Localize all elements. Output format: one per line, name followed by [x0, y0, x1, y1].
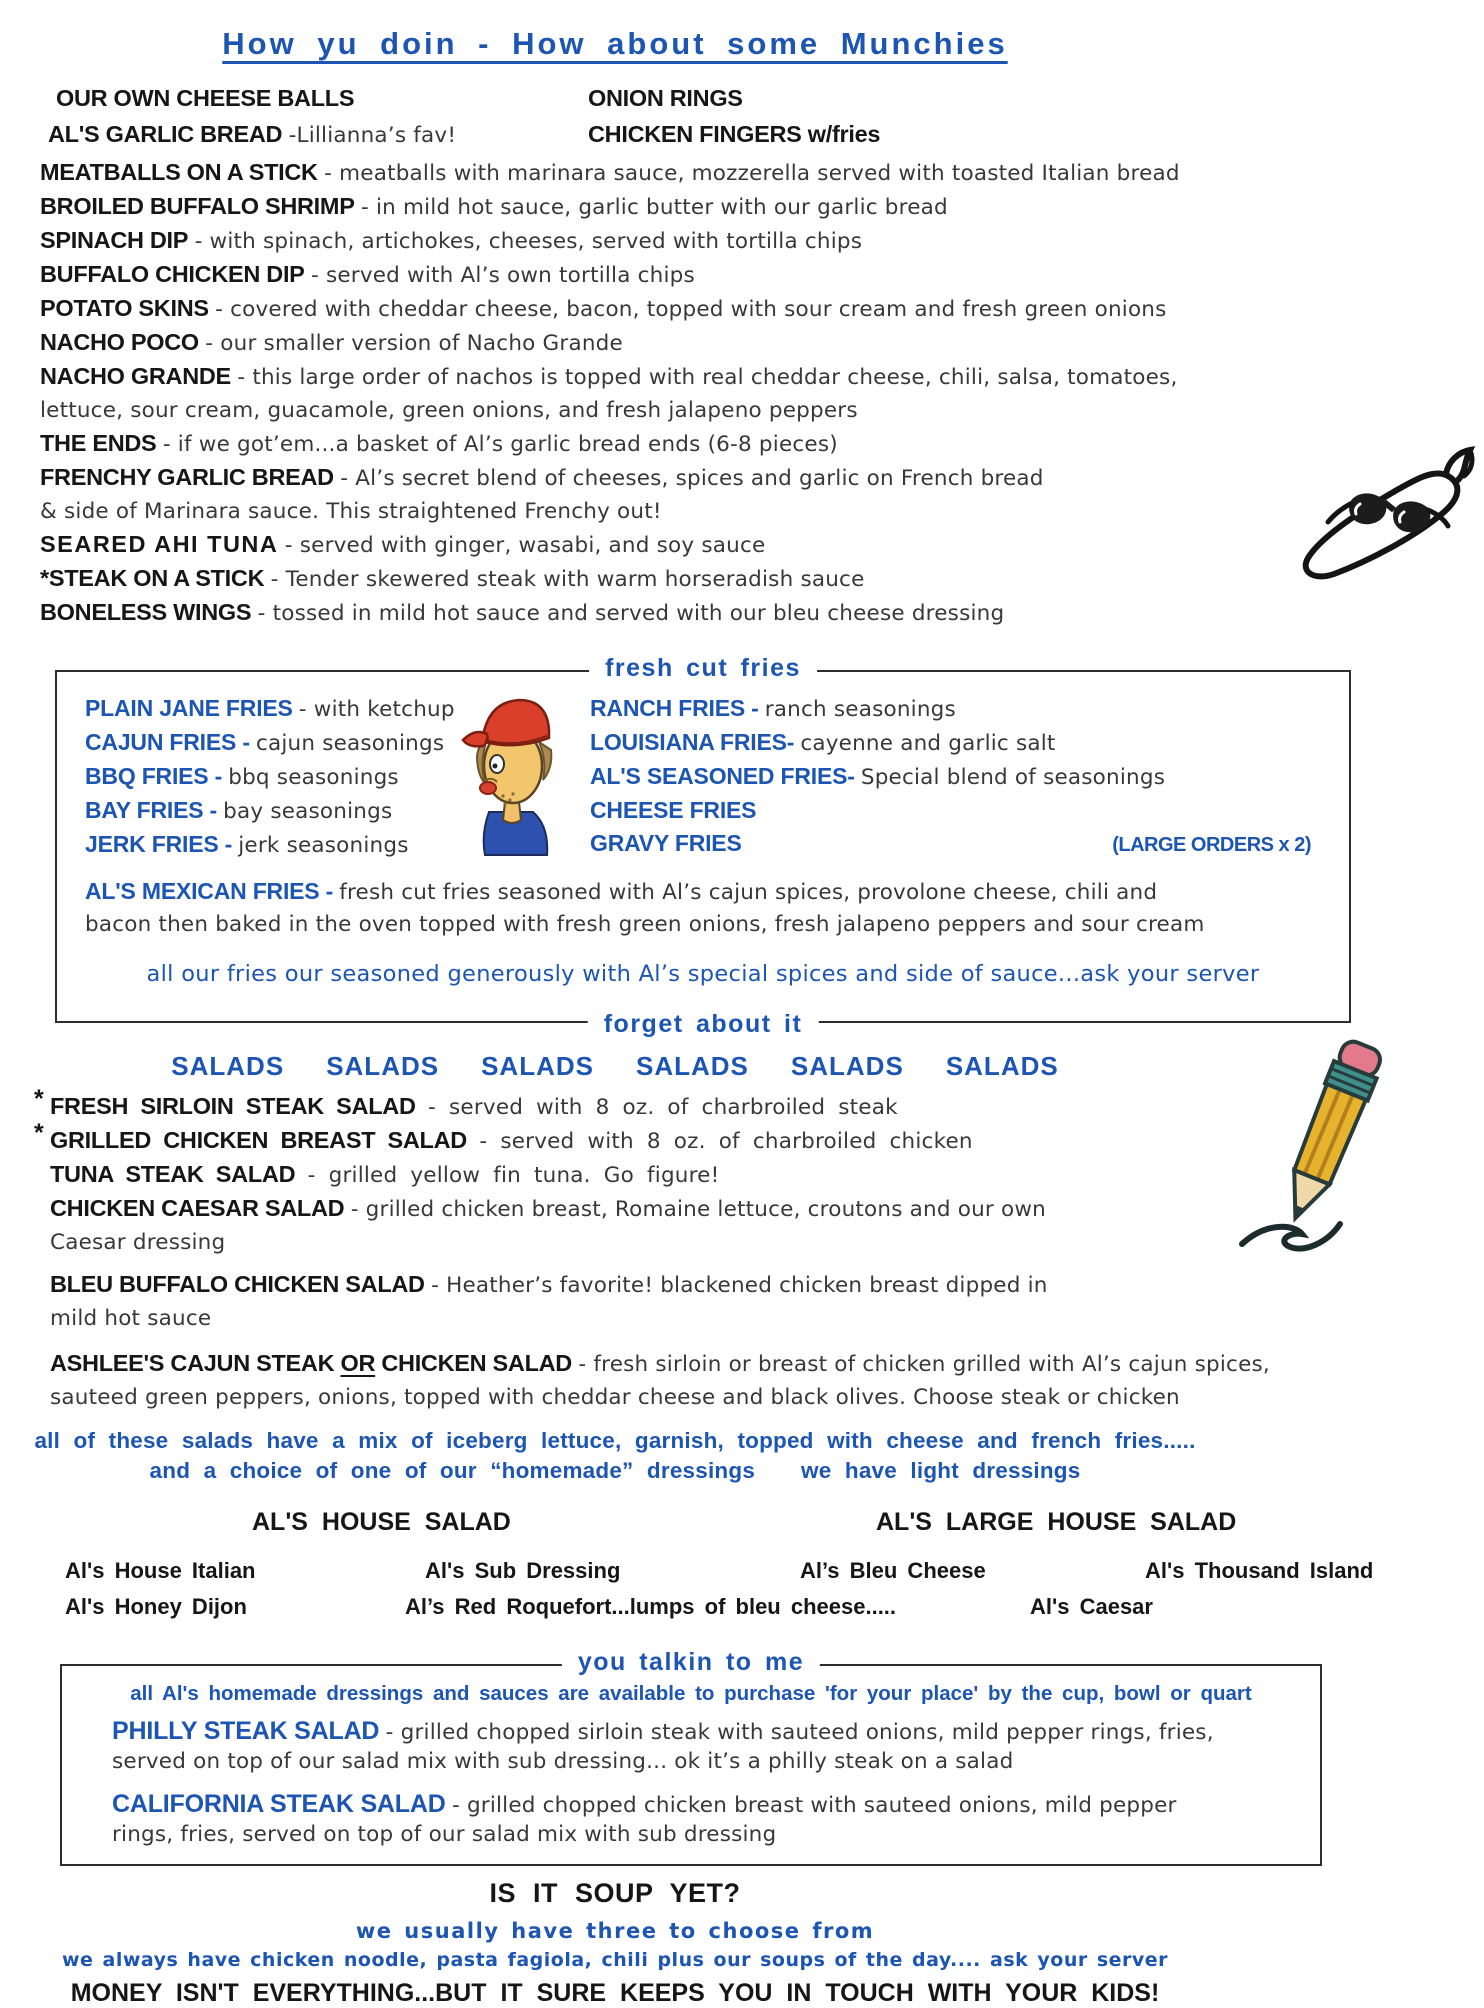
munchies-section [40, 82, 1440, 630]
item-desc: bay seasonings [223, 799, 393, 824]
salads-header-word: SALADS [790, 1051, 904, 1081]
item-desc: - served with 8 oz. of charbroiled steak [428, 1095, 898, 1120]
item-name: CHICKEN FINGERS w/fries [588, 121, 881, 147]
item-desc: - served with ginger, wasabi, and soy sauce [284, 533, 766, 558]
footer-quote: MONEY ISN'T EVERYTHING...BUT IT SURE KEEPS YOU IN TOUCH WITH YOUR KIDS! [70, 1979, 1160, 2007]
menu-item [40, 562, 1440, 596]
item-desc: - Tender skewered steak with warm horseradish sauce [270, 567, 865, 592]
menu-item [48, 118, 588, 152]
item-desc: cayenne and garlic salt [800, 731, 1056, 756]
item-name: POTATO SKINS [40, 295, 209, 321]
house-salad-label: AL'S HOUSE SALAD [252, 1508, 511, 1536]
item-desc: Special blend of seasonings [860, 765, 1166, 790]
item-desc-line2: Caesar dressing [50, 1230, 226, 1255]
item-desc: - if we got’em...a basket of Al’s garlic bread ends (6-8 pieces) [162, 432, 838, 457]
munchies-top-grid [48, 82, 1440, 152]
item-desc-line2: lettuce, sour cream, guacamole, green onions, and fresh jalapeno peppers [40, 398, 858, 423]
item-name: NACHO POCO [40, 329, 199, 355]
menu-item [48, 82, 588, 115]
item-desc: - our smaller version of Nacho Grande [205, 331, 623, 356]
salads-note-2b: we have light dressings [801, 1458, 1081, 1483]
menu-item [40, 427, 1440, 461]
dressing-item: Al’s Bleu Cheese [800, 1558, 986, 1583]
item-name: FRESH SIRLOIN STEAK SALAD [50, 1093, 416, 1119]
dressing-item: Al's Caesar [1030, 1594, 1153, 1619]
item-name: GRAVY FRIES [590, 830, 742, 856]
dressing-item: Al's Honey Dijon [65, 1594, 247, 1619]
fries-box-title: fresh cut fries [589, 654, 817, 683]
house-salads-line [0, 1508, 1484, 1542]
menu-item [40, 461, 1440, 528]
menu-item [590, 692, 1319, 726]
item-desc: - served with 8 oz. of charbroiled chicken [479, 1129, 973, 1154]
fries-note: all our fries our seasoned generously with Al’s special spices and side of sauce...ask your server [146, 961, 1260, 987]
item-desc: - grilled chicken breast, Romaine lettuce, croutons and our own [350, 1197, 1046, 1222]
item-name: PHILLY STEAK SALAD [112, 1717, 380, 1745]
asterisk-mark: * [34, 1085, 44, 1113]
soup-section [0, 1878, 1230, 2008]
item-name: NACHO GRANDE [40, 363, 231, 389]
item-name: OUR OWN CHEESE BALLS [56, 85, 355, 111]
menu-item [590, 760, 1319, 794]
item-desc: fresh cut fries seasoned with Al’s cajun spices, provolone cheese, chili and [339, 880, 1158, 905]
asterisk-mark: * [34, 1119, 44, 1147]
menu-item [590, 726, 1319, 760]
soup-line-1: we usually have three to choose from [355, 1919, 875, 1943]
page-title: How yu doin - How about some Munchies [222, 26, 1008, 61]
menu-item [40, 292, 1440, 326]
item-desc-line2: bacon then baked in the oven topped with fresh green onions, fresh jalapeno peppers and sour cream [85, 912, 1205, 937]
fries-box-footer-title: forget about it [588, 1010, 819, 1039]
item-name: BUFFALO CHICKEN DIP [40, 261, 305, 287]
item-name: AL'S MEXICAN FRIES - [85, 878, 334, 904]
salads-note-2a: and a choice of one of our “homemade” dressings [149, 1458, 756, 1483]
fries-right-column [590, 692, 1319, 862]
item-desc-line2: mild hot sauce [50, 1306, 212, 1331]
item-desc: -Lillianna’s fav! [288, 123, 457, 148]
menu-item [40, 596, 1440, 630]
item-name: BONELESS WINGS [40, 599, 252, 625]
talkin-box [60, 1648, 1322, 1866]
menu-item [40, 190, 1440, 224]
large-house-salad-label: AL'S LARGE HOUSE SALAD [876, 1508, 1237, 1536]
menu-item [112, 1716, 1320, 1775]
item-name: BROILED BUFFALO SHRIMP [40, 193, 355, 219]
salads-header-word: SALADS [481, 1051, 594, 1081]
menu-item [40, 360, 1440, 427]
item-desc: bbq seasonings [228, 765, 399, 790]
item-name: SEARED AHI TUNA [40, 531, 279, 557]
item-desc: - covered with cheddar cheese, bacon, topped with sour cream and fresh green onions [215, 297, 1167, 322]
item-name: AL'S SEASONED FRIES- [590, 763, 855, 789]
menu-item [40, 224, 1440, 258]
item-name: ONION RINGS [588, 85, 743, 111]
jalapeno-pepper-wearing-sunglasses-illustration [1288, 442, 1484, 594]
item-desc: cajun seasonings [255, 731, 445, 756]
item-name: BAY FRIES - [85, 797, 218, 823]
yellow-pencil-drawing-squiggle-illustration [1228, 1032, 1418, 1262]
item-name: FRENCHY GARLIC BREAD [40, 464, 334, 490]
item-name: BLEU BUFFALO CHICKEN SALAD [50, 1271, 425, 1297]
menu-item [590, 827, 1319, 861]
menu-item [588, 118, 1440, 152]
item-name: RANCH FRIES - [590, 695, 759, 721]
fries-grid [57, 672, 1349, 862]
item-name: CAJUN FRIES - [85, 729, 250, 755]
item-desc-line2: rings, fries, served on top of our salad mix with sub dressing [112, 1822, 777, 1847]
item-name: SPINACH DIP [40, 227, 189, 253]
item-desc-line2: sauteed green peppers, onions, topped with cheddar cheese and black olives. Choose steak or chicken [50, 1385, 1180, 1410]
item-name: TUNA STEAK SALAD [50, 1161, 296, 1187]
menu-item [590, 794, 1319, 827]
salads-note-1: all of these salads have a mix of iceberg lettuce, garnish, topped with cheese and french fries..... [34, 1428, 1196, 1453]
salads-header-word: SALADS [945, 1051, 1059, 1081]
item-desc: - fresh sirloin or breast of chicken grilled with Al’s cajun spices, [578, 1352, 1270, 1377]
item-name: JERK FRIES - [85, 831, 233, 857]
salads-header-word: SALADS [326, 1051, 440, 1081]
item-desc: - in mild hot sauce, garlic butter with our garlic bread [360, 195, 948, 220]
menu-item [50, 1347, 1484, 1414]
item-name: MEATBALLS ON A STICK [40, 159, 318, 185]
boy-with-red-baseball-cap-illustration [455, 684, 573, 856]
salads-header-word: SALADS [171, 1051, 285, 1081]
menu-item [40, 156, 1440, 190]
menu-item [112, 1789, 1320, 1848]
item-desc: - grilled chopped sirloin steak with sauteed onions, mild pepper rings, fries, [385, 1720, 1214, 1745]
item-desc: - grilled yellow fin tuna. Go figure! [307, 1163, 720, 1188]
item-name: *STEAK ON A STICK [40, 565, 265, 591]
salads-header [0, 1051, 1230, 1082]
talkin-box-title: you talkin to me [562, 1648, 820, 1677]
item-desc: - Al’s secret blend of cheeses, spices and garlic on French bread [340, 466, 1044, 491]
dressing-item: Al's Sub Dressing [425, 1558, 621, 1583]
dressing-item: Al's Thousand Island [1145, 1558, 1374, 1583]
menu-item [588, 82, 1440, 115]
item-desc: - tossed in mild hot sauce and served with our bleu cheese dressing [257, 601, 1005, 626]
item-desc: - Heather’s favorite! blackened chicken breast dipped in [431, 1273, 1048, 1298]
item-desc: jerk seasonings [238, 833, 409, 858]
item-desc-line2: served on top of our salad mix with sub dressing... ok it’s a philly steak on a salad [112, 1749, 1014, 1774]
item-name: BBQ FRIES - [85, 763, 223, 789]
item-desc: - meatballs with marinara sauce, mozzerella served with toasted Italian bread [324, 161, 1180, 186]
item-desc: - with ketchup [298, 697, 455, 722]
item-name: CHICKEN CAESAR SALAD [50, 1195, 345, 1221]
soup-title: IS IT SOUP YET? [489, 1878, 741, 1908]
menu-item [57, 862, 1349, 941]
large-orders-note: (LARGE ORDERS x 2) [1112, 834, 1311, 856]
fries-box [55, 654, 1351, 1038]
item-desc: - served with Al’s own tortilla chips [310, 263, 695, 288]
menu-item [40, 258, 1440, 292]
dressing-item: Al’s Red Roquefort...lumps of bleu cheese..... [405, 1594, 897, 1619]
item-desc: - this large order of nachos is topped with real cheddar cheese, chili, salsa, tomatoes, [237, 365, 1178, 390]
dressings-purchase-note: all Al's homemade dressings and sauces are available to purchase 'for your place' by the cup, bowl or quart [130, 1682, 1252, 1705]
dressings-list [0, 1558, 1484, 1632]
item-name: ASHLEE'S CAJUN STEAK [50, 1350, 341, 1376]
dressing-item: Al's House Italian [65, 1558, 256, 1583]
item-name: CHICKEN SALAD [375, 1350, 572, 1376]
item-name: AL'S GARLIC BREAD [48, 121, 283, 147]
menu-item [40, 326, 1440, 360]
menu-item [40, 528, 1440, 562]
item-desc: - with spinach, artichokes, cheeses, served with tortilla chips [194, 229, 863, 254]
item-desc: - grilled chopped chicken breast with sauteed onions, mild pepper [451, 1793, 1177, 1818]
item-name: CALIFORNIA STEAK SALAD [112, 1790, 446, 1818]
salads-note-2 [0, 1458, 1230, 1484]
item-name: PLAIN JANE FRIES [85, 695, 293, 721]
salads-header-word: SALADS [636, 1051, 749, 1081]
item-desc-line2: & side of Marinara sauce. This straightened Frenchy out! [40, 499, 662, 524]
item-name: CHEESE FRIES [590, 797, 757, 823]
item-name: LOUISIANA FRIES- [590, 729, 795, 755]
title-wrap [0, 0, 1230, 62]
item-name: THE ENDS [40, 430, 157, 456]
item-desc: ranch seasonings [764, 697, 956, 722]
soup-line-2: we always have chicken noodle, pasta fagiola, chili plus our soups of the day.... ask your server [61, 1949, 1169, 1971]
item-name-or: OR [340, 1350, 376, 1376]
menu-item [50, 1268, 1484, 1335]
item-name: GRILLED CHICKEN BREAST SALAD [50, 1127, 467, 1153]
